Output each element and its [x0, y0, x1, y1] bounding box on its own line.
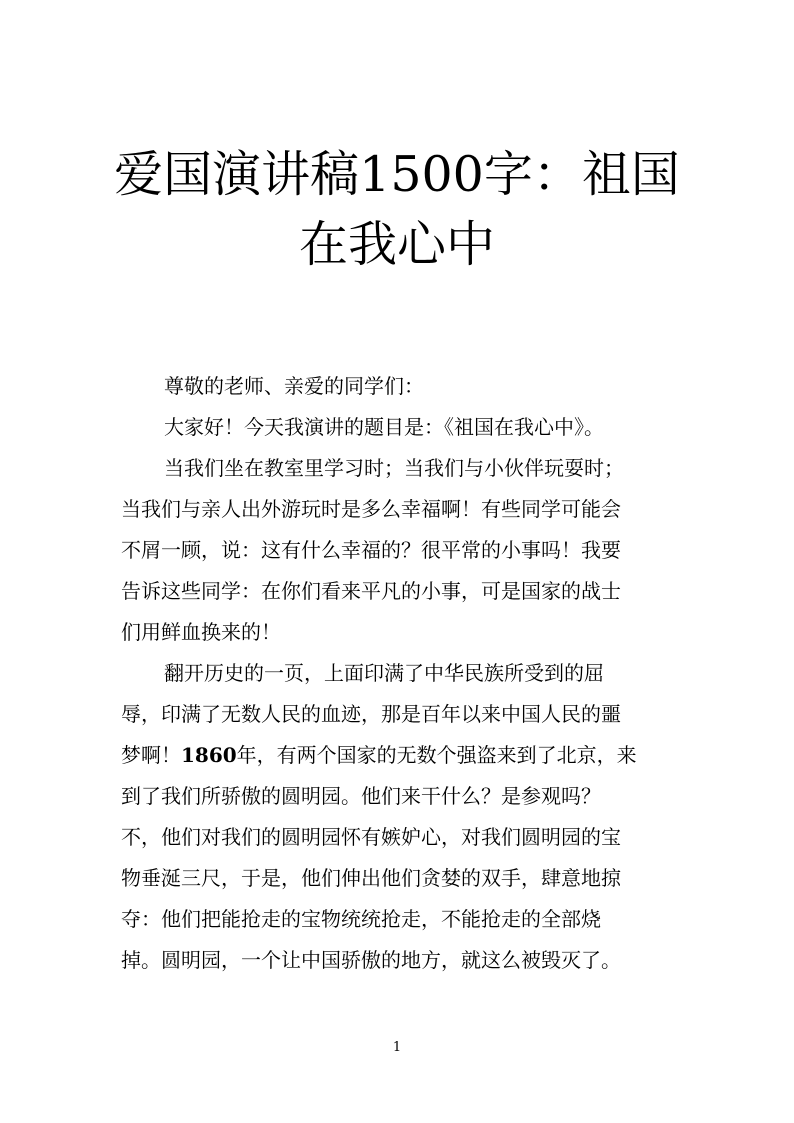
paragraph-2-line-6: 物垂涎三尺，于是，他们伸出他们贪婪的双手，肆意地掠: [121, 866, 621, 890]
year-number: 1860: [181, 743, 237, 767]
paragraph-2-line-5: 不，他们对我们的圆明园怀有嫉妒心，对我们圆明园的宝: [121, 825, 621, 849]
document-body: [121, 366, 681, 981]
paragraph-1-line-3: 不屑一顾，说：这有什么幸福的？很平常的小事吗！我要: [121, 538, 621, 562]
paragraph-1-line-1: 当我们坐在教室里学习时；当我们与小伙伴玩耍时；: [164, 456, 624, 480]
title-line-1: 爱国演讲稿1500字：祖国: [114, 146, 680, 203]
paragraph-2-line-3: [121, 735, 681, 776]
paragraph-2-line-7: 夺：他们把能抢走的宝物统统抢走，不能抢走的全部烧: [121, 907, 601, 931]
paragraph-2-line-8: 掉。圆明园，一个让中国骄傲的地方，就这么被毁灭了。: [121, 948, 621, 972]
title-line-2: 在我心中: [298, 216, 495, 273]
document-title: [100, 140, 694, 280]
paragraph-2-line-3-end: 年，有两个国家的无数个强盗来到了北京，来: [236, 743, 637, 767]
paragraph-2-line-3-start: 梦啊！: [121, 743, 181, 767]
paragraph-1-line-5: 们用鲜血换来的！: [121, 620, 281, 644]
paragraph-2-line-1: 翻开历史的一页，上面印满了中华民族所受到的屈: [164, 661, 604, 685]
paragraph-2-line-4: 到了我们所骄傲的圆明园。他们来干什么？是参观吗？: [121, 784, 601, 808]
paragraph-2-line-2: 辱，印满了无数人民的血迹，那是百年以来中国人民的噩: [121, 702, 621, 726]
paragraph-1-line-4: 告诉这些同学：在你们看来平凡的小事，可是国家的战士: [121, 579, 621, 603]
greeting-line: 大家好！今天我演讲的题目是：《祖国在我心中》。: [164, 415, 604, 439]
paragraph-1-line-2: 当我们与亲人出外游玩时是多么幸福啊！有些同学可能会: [121, 497, 621, 521]
page-number: 1: [392, 1040, 402, 1055]
salutation-line: 尊敬的老师、亲爱的同学们：: [164, 374, 424, 398]
